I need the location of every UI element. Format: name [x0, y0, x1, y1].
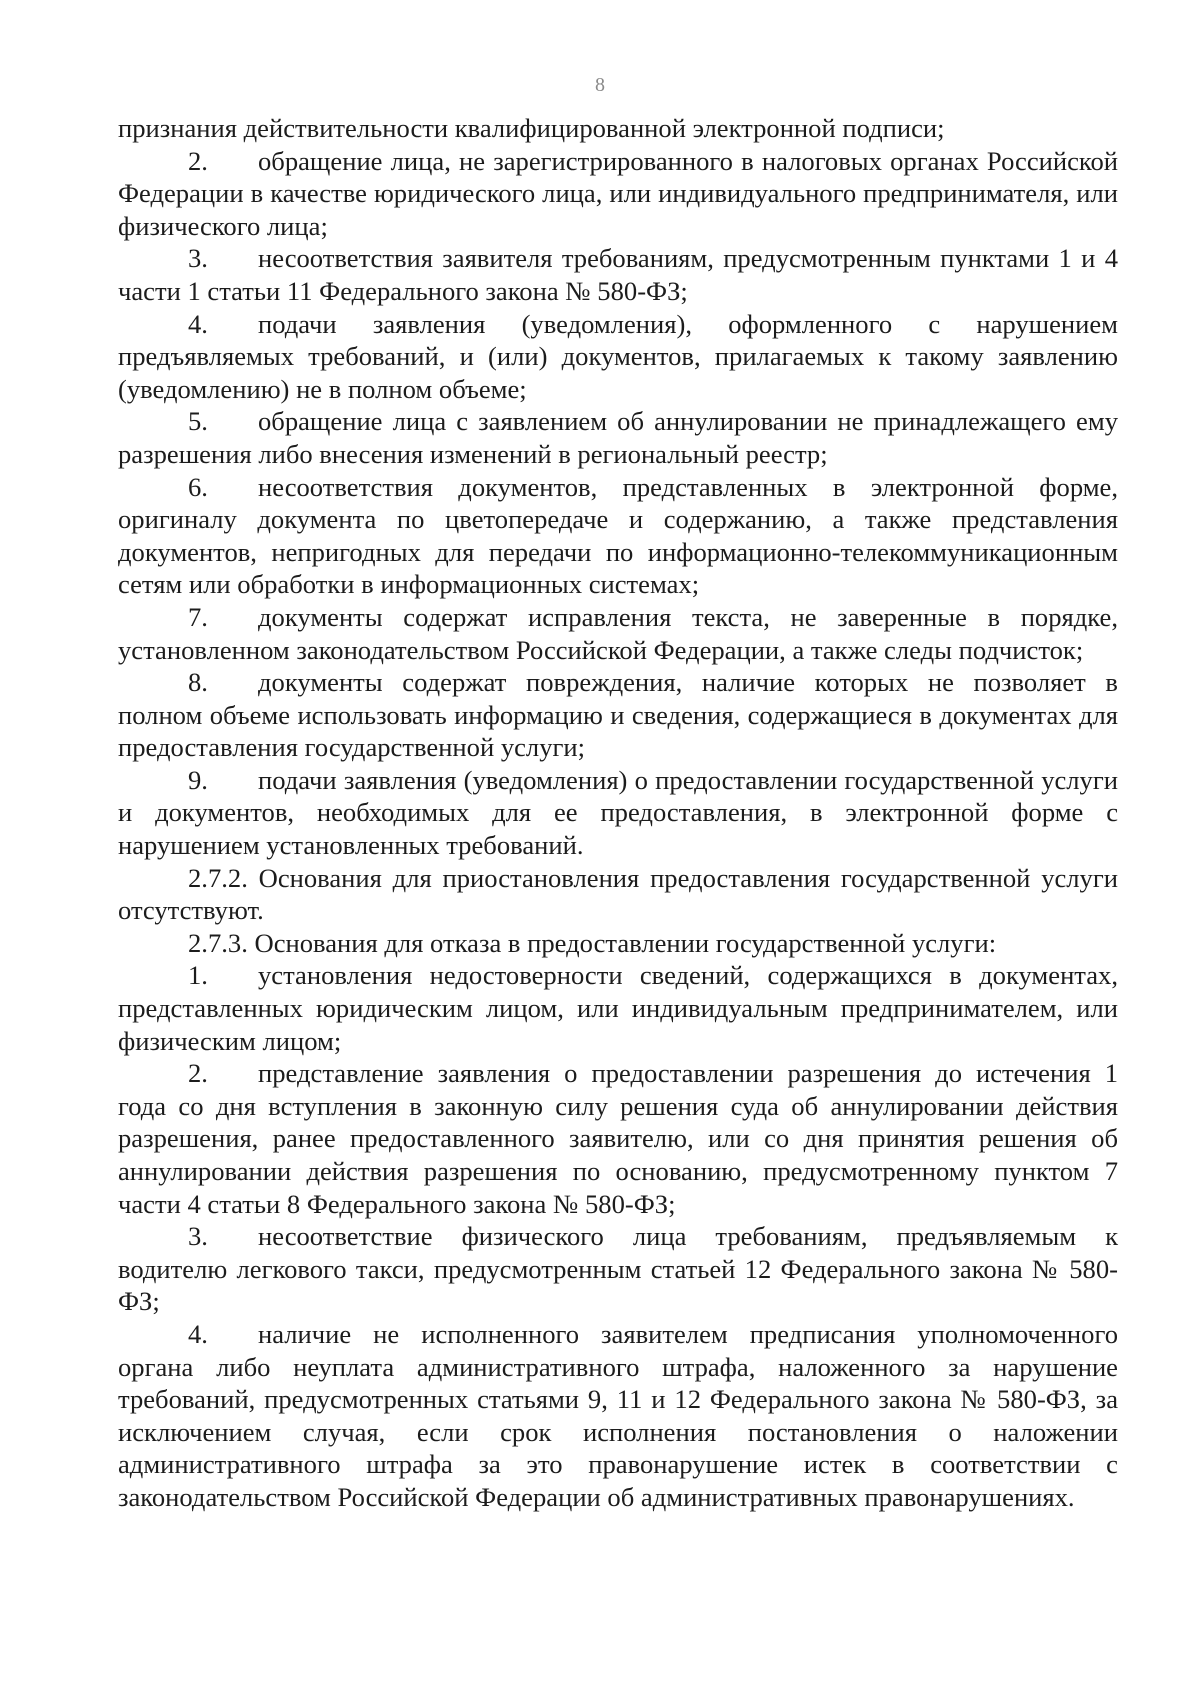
- section-paragraph: [118, 927, 1118, 960]
- item-text: обращение лица, не зарегистрированного в налоговых органах Российской Федерации в качестве юридического лица, или индивидуального предпринимателя, или физического лица;: [118, 145, 1118, 241]
- item-text: обращение лица с заявлением об аннулировании не принадлежащего ему разрешения либо внесения изменений в региональный реестр;: [118, 406, 1118, 469]
- item-text: подачи заявления (уведомления), оформленного с нарушением предъявляемых требований, и (или) документов, прилагаемых к такому заявлению (уведомлению) не в полном объеме;: [118, 308, 1118, 404]
- list-item: [118, 764, 1118, 862]
- item-text: несоответствие физического лица требованиям, предъявляемым к водителю легкового такси, предусмотренным статьей 12 Федерального закона № 580-ФЗ;: [118, 1221, 1118, 1317]
- item-number: 6.: [188, 471, 208, 502]
- item-number: 7.: [188, 601, 208, 632]
- item-number: 2.: [188, 145, 208, 176]
- item-text: установления недостоверности сведений, содержащихся в документах, представленных юридическим лицом, или индивидуальным предпринимателем, или физическим лицом;: [118, 960, 1118, 1056]
- item-text: подачи заявления (уведомления) о предоставлении государственной услуги и документов, необходимых для ее предоставления, в электронной форме с нарушением установленных требований.: [118, 764, 1118, 861]
- item-number: 5.: [188, 406, 208, 437]
- list-item: [118, 1318, 1118, 1514]
- item-number: 4.: [188, 308, 208, 339]
- item-text: документы содержат исправления текста, не заверенные в порядке, установленном законодательством Российской Федерации, а также следы подчисток;: [118, 601, 1118, 665]
- list-item: [118, 308, 1118, 406]
- paragraph-text: 2.7.2. Основания для приостановления предоставления государственной услуги отсутствуют.: [118, 862, 1118, 926]
- item-number: 8.: [188, 667, 208, 698]
- item-text: документы содержат повреждения, наличие которых не позволяет в полном объеме использовать информацию и сведения, содержащиеся в документах для предоставления государственной услуги;: [118, 667, 1118, 763]
- list-item: [118, 242, 1118, 307]
- item-number: 9.: [188, 764, 208, 795]
- item-number: 1.: [188, 960, 208, 991]
- paragraph-text: 2.7.3. Основания для отказа в предоставлении государственной услуги:: [188, 927, 997, 958]
- item-number: 3.: [188, 1221, 208, 1252]
- page-number: 8: [595, 74, 605, 96]
- list-item: [118, 666, 1118, 764]
- item-text: наличие не исполненного заявителем предписания уполномоченного органа либо неуплата административного штрафа, наложенного за нарушение требований, предусмотренных статьями 9, 11 и 12 Федерального закона № 580-ФЗ, за исключением случая, если срок исполнения постановления о наложении административного штрафа за это правонарушение истек в соответствии с законодательством Российской Федерации об административных правонарушениях.: [118, 1318, 1118, 1512]
- item-number: 3.: [188, 243, 208, 274]
- paragraph-text: признания действительности квалифицированной электронной подписи;: [118, 113, 945, 143]
- section-paragraph: [118, 862, 1118, 927]
- document-body: [118, 112, 1118, 1514]
- item-number: 2.: [188, 1058, 208, 1089]
- item-text: несоответствия заявителя требованиям, предусмотренным пунктами 1 и 4 части 1 статьи 11 Федерального закона № 580-ФЗ;: [118, 243, 1118, 306]
- list-item: [118, 959, 1118, 1057]
- item-text: представление заявления о предоставлении разрешения до истечения 1 года со дня вступления в законную силу решения суда об аннулировании действия разрешения, ранее предоставленного заявителю, или со дня принятия решения об аннулировании действия разрешения по основанию, предусмотренному пунктом 7 части 4 статьи 8 Федерального закона № 580-ФЗ;: [118, 1058, 1118, 1219]
- paragraph-continuation: [118, 112, 1118, 145]
- list-item: [118, 405, 1118, 470]
- list-item: [118, 601, 1118, 666]
- list-item: [118, 1220, 1118, 1318]
- list-item: [118, 145, 1118, 243]
- item-number: 4.: [188, 1318, 208, 1349]
- item-text: несоответствия документов, представленных в электронной форме, оригиналу документа по цветопередаче и содержанию, а также представления документов, непригодных для передачи по информационно-телекоммуникационным сетям или обработки в информационных системах;: [118, 471, 1118, 600]
- list-item: [118, 471, 1118, 601]
- list-item: [118, 1057, 1118, 1220]
